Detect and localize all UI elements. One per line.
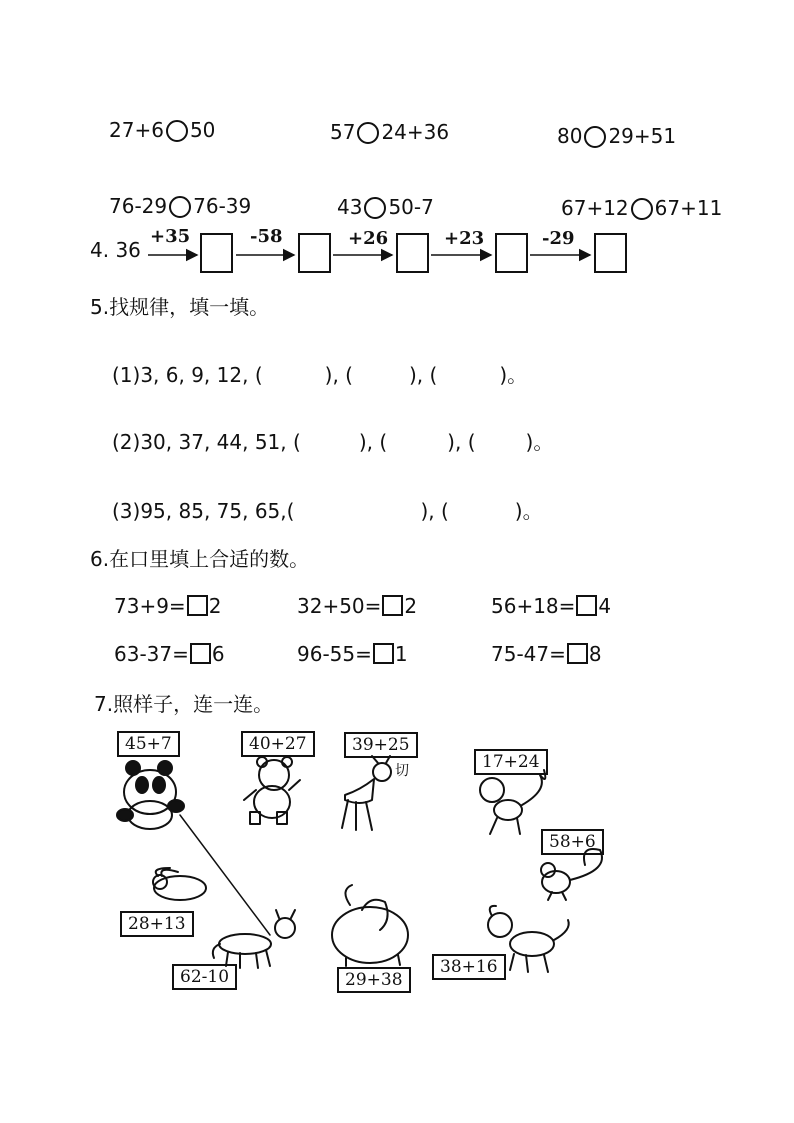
q4-start-label: 4. 36 xyxy=(90,238,141,262)
q4-op: +26 xyxy=(348,228,389,249)
q5-sequence: (1)3, 6, 9, 12, xyxy=(112,363,249,387)
q7-title: 7.照样子，连一连。 xyxy=(94,692,274,716)
compare-left: 76-29 xyxy=(109,194,168,218)
compare-left: 27+6 xyxy=(109,118,164,142)
q5-title: 5.找规律，填一填。 xyxy=(90,295,270,319)
compare-right: 50-7 xyxy=(388,195,434,219)
handwritten-mark: 切 xyxy=(395,763,409,779)
comma: , xyxy=(454,430,462,454)
period: 。 xyxy=(507,363,528,387)
q6-expression: 96-55= xyxy=(297,642,372,666)
compare-left: 67+12 xyxy=(561,196,629,220)
q6-expression: 75-47= xyxy=(491,642,566,666)
close-paren: ) xyxy=(499,363,508,387)
open-paren: ( xyxy=(379,430,388,454)
compare-right: 76-39 xyxy=(193,194,252,218)
comma: , xyxy=(332,363,339,387)
close-paren: ) xyxy=(525,430,534,454)
close-paren: ) xyxy=(408,363,417,387)
equation-card[interactable]: 62-10 xyxy=(172,964,237,990)
equation-card[interactable]: 38+16 xyxy=(432,954,506,980)
compare-right: 67+11 xyxy=(654,196,723,220)
open-paren: ( xyxy=(429,363,438,387)
comma: , xyxy=(366,430,373,454)
q5-sequence: (3)95, 85, 75, 65, xyxy=(112,499,287,523)
q6-expression: 32+50= xyxy=(297,594,382,618)
close-paren: ) xyxy=(447,430,455,454)
period: 。 xyxy=(533,430,554,454)
q5-sequence: (2)30, 37, 44, 51, xyxy=(112,430,287,454)
q6-tail-digit: 1 xyxy=(394,642,408,666)
cat-icon[interactable] xyxy=(213,910,295,968)
q4-op: -58 xyxy=(250,226,283,247)
equation-card[interactable]: 45+7 xyxy=(117,731,180,757)
open-paren: ( xyxy=(440,499,449,523)
q6-tail-digit: 6 xyxy=(211,642,225,666)
q6-tail-digit: 4 xyxy=(598,594,612,618)
comma: , xyxy=(428,499,435,523)
dog-icon[interactable] xyxy=(488,906,569,972)
equation-card[interactable]: 28+13 xyxy=(120,911,194,937)
deer-icon[interactable] xyxy=(342,756,391,830)
comma: , xyxy=(416,363,424,387)
compare-left: 80 xyxy=(557,124,583,148)
compare-right: 29+51 xyxy=(608,124,677,148)
q6-expression: 73+9= xyxy=(114,594,186,618)
close-paren: ) xyxy=(324,363,333,387)
compare-left: 43 xyxy=(337,195,363,219)
open-paren: ( xyxy=(293,430,301,454)
q4-op: +23 xyxy=(444,228,485,249)
q4-op: +35 xyxy=(150,226,191,247)
q4-op: -29 xyxy=(542,228,575,249)
q6-expression: 63-37= xyxy=(114,642,189,666)
open-paren: ( xyxy=(467,430,476,454)
q6-tail-digit: 2 xyxy=(208,594,222,618)
q6-tail-digit: 2 xyxy=(404,594,418,618)
equation-card[interactable]: 39+25 xyxy=(344,732,418,758)
q6-title: 6.在口里填上合适的数。 xyxy=(90,547,310,571)
equation-card[interactable]: 29+38 xyxy=(337,967,411,993)
equation-card[interactable]: 58+6 xyxy=(541,829,604,855)
period: 。 xyxy=(522,499,543,523)
squirrel-icon[interactable] xyxy=(541,849,602,900)
example-connect-line xyxy=(180,815,270,935)
elephant-icon[interactable] xyxy=(332,885,408,966)
panda-icon[interactable] xyxy=(117,761,184,829)
compare-left: 57 xyxy=(330,120,356,144)
bear-icon[interactable] xyxy=(244,757,300,824)
monkey-icon[interactable] xyxy=(480,770,545,834)
q6-tail-digit: 8 xyxy=(588,642,602,666)
equation-card[interactable]: 40+27 xyxy=(241,731,315,757)
equation-card[interactable]: 17+24 xyxy=(474,749,548,775)
rabbit-icon[interactable] xyxy=(153,868,206,900)
compare-right: 50 xyxy=(189,118,216,142)
close-paren: ) xyxy=(420,499,429,523)
open-paren: ( xyxy=(345,363,353,387)
close-paren: ) xyxy=(358,430,367,454)
open-paren: ( xyxy=(254,363,263,387)
open-paren: ( xyxy=(286,499,295,523)
compare-right: 24+36 xyxy=(381,120,450,144)
q6-expression: 56+18= xyxy=(491,594,576,618)
close-paren: ) xyxy=(514,499,523,523)
